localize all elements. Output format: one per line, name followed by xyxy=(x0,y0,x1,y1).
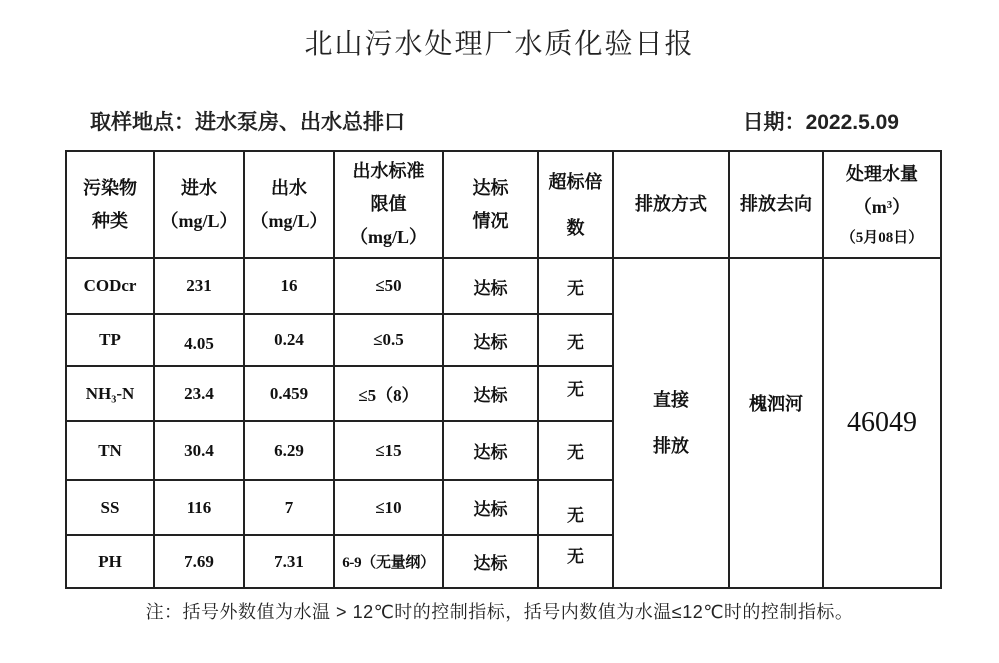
inflow-cell: 7.69 xyxy=(154,535,244,588)
exceed-cell: 无 xyxy=(538,314,613,366)
header-line: （mg/L） xyxy=(349,227,427,247)
header-line: 出水 xyxy=(271,177,307,198)
col-header-discharge-destination xyxy=(729,151,823,258)
report-date-value: 2022.5.09 xyxy=(805,111,899,134)
limit-cell: 6-9（无量纲） xyxy=(334,535,443,588)
discharge-method-cell xyxy=(613,258,729,588)
col-header-pollutant xyxy=(66,151,154,258)
header-line: 进水 xyxy=(181,177,217,198)
sampling-location xyxy=(90,106,405,136)
header-line: 排放方式 xyxy=(635,194,707,214)
report-date-label: 日期： xyxy=(742,111,806,134)
col-header-exceed xyxy=(538,151,613,258)
limit-cell: ≤15 xyxy=(334,421,443,480)
outflow-cell: 7 xyxy=(244,480,334,535)
header-line: 排放去向 xyxy=(740,194,812,214)
sampling-location-value: 进水泵房、出水总排口 xyxy=(195,111,405,134)
discharge-method-line: 排放 xyxy=(653,436,689,456)
pollutant-cell: NH₃-N xyxy=(66,366,154,421)
outflow-cell: 0.459 xyxy=(244,366,334,421)
inflow-cell: 23.4 xyxy=(154,366,244,421)
sampling-location-label: 取样地点： xyxy=(90,111,195,134)
meta-row xyxy=(90,106,899,136)
exceed-cell: 无 xyxy=(538,421,613,480)
pollutant-cell: SS xyxy=(66,480,154,535)
table-row xyxy=(66,258,941,314)
discharge-method-line: 直接 xyxy=(653,390,689,410)
header-line: 污染物 xyxy=(83,177,137,198)
pollutant-cell: PH xyxy=(66,535,154,588)
exceed-cell: 无 xyxy=(538,258,613,314)
outflow-cell: 16 xyxy=(244,258,334,314)
header-line: （5月08日） xyxy=(840,229,924,246)
col-header-status xyxy=(443,151,538,258)
header-line: 处理水量 xyxy=(846,163,918,184)
status-cell: 达标 xyxy=(443,366,538,421)
exceed-cell: 无 xyxy=(538,528,613,581)
limit-cell: ≤50 xyxy=(334,258,443,314)
inflow-cell: 4.05 xyxy=(154,318,244,370)
header-line: 出水标准 xyxy=(352,161,425,181)
inflow-cell: 231 xyxy=(154,258,244,314)
header-line: 超标倍 xyxy=(548,171,603,192)
report-title: 北山污水处理厂水质化验日报 xyxy=(304,29,695,60)
col-header-discharge-method xyxy=(613,151,729,258)
water-quality-table xyxy=(65,150,942,589)
report-page xyxy=(0,22,999,663)
header-line: 数 xyxy=(566,217,585,238)
status-cell: 达标 xyxy=(443,535,538,588)
exceed-cell: 无 xyxy=(538,486,613,541)
pollutant-cell: TP xyxy=(66,314,154,366)
pollutant-cell: CODcr xyxy=(66,258,154,314)
status-cell: 达标 xyxy=(443,314,538,366)
status-cell: 达标 xyxy=(443,258,538,314)
limit-cell: ≤10 xyxy=(334,480,443,535)
inflow-cell: 30.4 xyxy=(154,421,244,480)
outflow-cell: 6.29 xyxy=(244,421,334,480)
outflow-cell: 0.24 xyxy=(244,314,334,366)
header-row xyxy=(66,151,941,258)
header-line: （mg/L） xyxy=(250,210,328,231)
header-line: 情况 xyxy=(472,210,509,231)
pollutant-cell: TN xyxy=(66,421,154,480)
status-cell: 达标 xyxy=(443,421,538,480)
header-line: 种类 xyxy=(92,210,128,231)
discharge-destination-value: 槐泗河 xyxy=(749,394,803,414)
limit-cell: ≤5（8） xyxy=(334,366,443,421)
col-header-treated-volume xyxy=(823,151,941,258)
header-line: 达标 xyxy=(472,177,509,198)
status-cell: 达标 xyxy=(443,480,538,535)
header-line: （m³） xyxy=(853,196,911,217)
limit-cell: ≤0.5 xyxy=(334,314,443,366)
col-header-limit xyxy=(334,151,443,258)
col-header-outflow xyxy=(244,151,334,258)
inflow-cell: 116 xyxy=(154,480,244,535)
col-header-inflow xyxy=(154,151,244,258)
header-line: （mg/L） xyxy=(160,210,238,231)
report-date xyxy=(743,106,899,136)
outflow-cell: 7.31 xyxy=(244,535,334,588)
footnote: 注：括号外数值为水温 > 12℃时的控制指标，括号内数值为水温≤12℃时的控制指标。 xyxy=(145,602,854,622)
exceed-cell: 无 xyxy=(538,360,613,415)
treated-volume-cell: 46049 xyxy=(823,258,941,588)
header-line: 限值 xyxy=(370,194,407,214)
discharge-destination-cell xyxy=(729,258,823,588)
